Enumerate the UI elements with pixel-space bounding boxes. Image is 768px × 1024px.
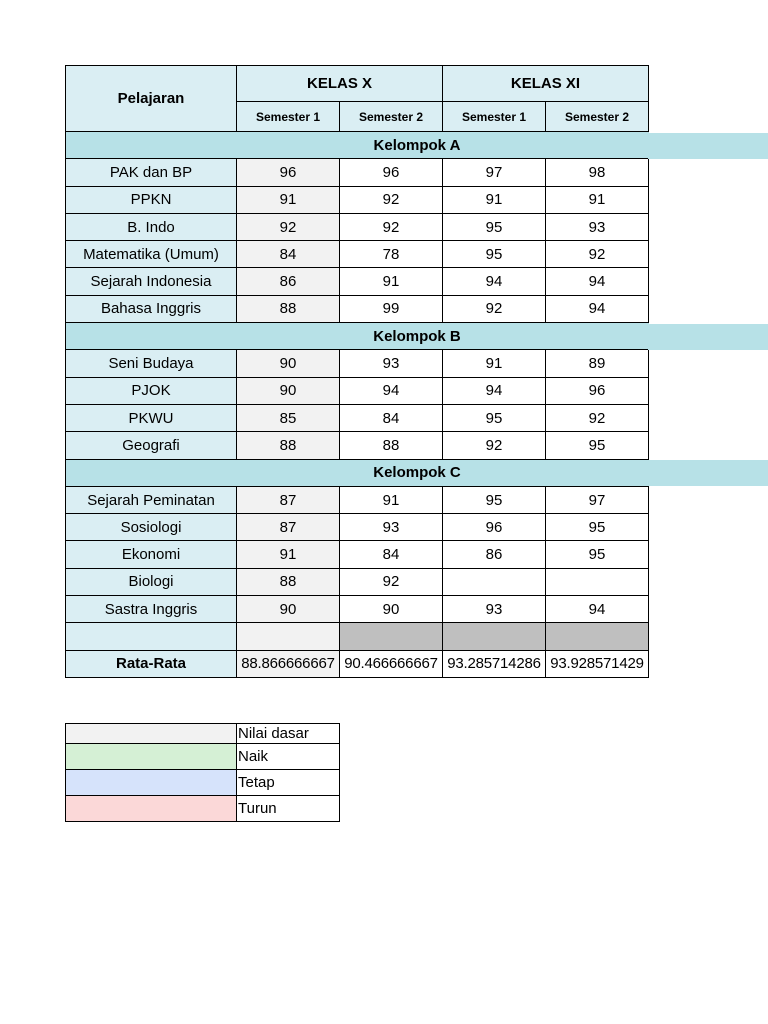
table-row bbox=[66, 186, 649, 213]
legend-label: Naik bbox=[237, 744, 340, 770]
grades-table bbox=[65, 65, 649, 678]
subject-cell: PKWU bbox=[66, 404, 237, 431]
grade-cell-xi-s1: 94 bbox=[443, 377, 546, 404]
legend-swatch bbox=[66, 770, 237, 796]
header-x-semester-1: Semester 1 bbox=[237, 102, 340, 132]
grade-cell-xi-s1: 97 bbox=[443, 159, 546, 186]
grade-cell-xi-s2: 95 bbox=[546, 541, 649, 568]
grade-cell-xi-s1: 95 bbox=[443, 241, 546, 268]
group-band-extension bbox=[648, 133, 768, 159]
grade-cell-x-s1: 91 bbox=[237, 541, 340, 568]
grade-cell-xi-s2: 95 bbox=[546, 432, 649, 459]
grade-cell-x-s2: 78 bbox=[340, 241, 443, 268]
grade-cell-x-s2: 92 bbox=[340, 186, 443, 213]
grade-cell-x-s1: 96 bbox=[237, 159, 340, 186]
table-row bbox=[66, 514, 649, 541]
grade-cell-xi-s1: 91 bbox=[443, 186, 546, 213]
subject-cell: B. Indo bbox=[66, 213, 237, 240]
grade-cell-xi-s2: 98 bbox=[546, 159, 649, 186]
grade-cell-xi-s1: 86 bbox=[443, 541, 546, 568]
grade-cell-xi-s2: 94 bbox=[546, 295, 649, 322]
grade-cell-x-s1: 87 bbox=[237, 514, 340, 541]
table-row bbox=[66, 350, 649, 377]
grade-cell-xi-s2: 97 bbox=[546, 486, 649, 513]
spacer-cell bbox=[66, 623, 237, 650]
table-row bbox=[66, 432, 649, 459]
grade-cell-xi-s1: 95 bbox=[443, 486, 546, 513]
grade-cell-x-s2: 99 bbox=[340, 295, 443, 322]
grade-cell-xi-s2: 92 bbox=[546, 241, 649, 268]
grade-cell-x-s2: 93 bbox=[340, 514, 443, 541]
grade-cell-x-s1: 90 bbox=[237, 377, 340, 404]
spacer-cell bbox=[443, 623, 546, 650]
table-row bbox=[66, 268, 649, 295]
legend-table bbox=[65, 723, 340, 822]
grade-cell-xi-s1: 96 bbox=[443, 514, 546, 541]
subject-cell: Biologi bbox=[66, 568, 237, 595]
grade-cell-x-s1: 91 bbox=[237, 186, 340, 213]
grade-cell-x-s1: 92 bbox=[237, 213, 340, 240]
header-x-semester-2: Semester 2 bbox=[340, 102, 443, 132]
grade-cell-xi-s2: 93 bbox=[546, 213, 649, 240]
grade-cell-xi-s1: 95 bbox=[443, 404, 546, 431]
table-row bbox=[66, 404, 649, 431]
grade-cell-x-s1: 88 bbox=[237, 295, 340, 322]
subject-cell: PAK dan BP bbox=[66, 159, 237, 186]
average-value-x-s2: 90.466666667 bbox=[340, 650, 443, 677]
grade-cell-x-s1: 86 bbox=[237, 268, 340, 295]
subject-cell: Geografi bbox=[66, 432, 237, 459]
grade-cell-xi-s2: 96 bbox=[546, 377, 649, 404]
header-xi-semester-2: Semester 2 bbox=[546, 102, 649, 132]
average-value-xi-s2: 93.928571429 bbox=[546, 650, 649, 677]
table-row bbox=[66, 213, 649, 240]
legend-item bbox=[66, 796, 340, 822]
grade-cell-x-s2: 91 bbox=[340, 486, 443, 513]
header-xi-semester-1: Semester 1 bbox=[443, 102, 546, 132]
table-row bbox=[66, 541, 649, 568]
legend-item bbox=[66, 770, 340, 796]
header-kelas-x: KELAS X bbox=[237, 66, 443, 102]
grade-cell-xi-s1: 94 bbox=[443, 268, 546, 295]
legend-label: Nilai dasar bbox=[237, 724, 340, 744]
subject-cell: Sejarah Peminatan bbox=[66, 486, 237, 513]
subject-cell: PJOK bbox=[66, 377, 237, 404]
grade-cell-xi-s2: 92 bbox=[546, 404, 649, 431]
legend-body bbox=[66, 724, 340, 822]
group-label: Kelompok C bbox=[373, 464, 461, 482]
legend-swatch bbox=[66, 796, 237, 822]
header-kelas-xi: KELAS XI bbox=[443, 66, 649, 102]
grade-cell-x-s2: 92 bbox=[340, 213, 443, 240]
legend-label: Turun bbox=[237, 796, 340, 822]
table-row bbox=[66, 486, 649, 513]
table-row bbox=[66, 568, 649, 595]
grade-cell-xi-s2: 94 bbox=[546, 596, 649, 623]
table-row bbox=[66, 159, 649, 186]
group-band-extension bbox=[648, 324, 768, 350]
legend-item bbox=[66, 724, 340, 744]
grade-cell-x-s1: 84 bbox=[237, 241, 340, 268]
group-row bbox=[66, 323, 649, 350]
table-row bbox=[66, 241, 649, 268]
legend-swatch bbox=[66, 744, 237, 770]
subject-cell: PPKN bbox=[66, 186, 237, 213]
grade-cell-x-s2: 91 bbox=[340, 268, 443, 295]
header-pelajaran: Pelajaran bbox=[66, 66, 237, 132]
legend-item bbox=[66, 744, 340, 770]
grades-body bbox=[66, 132, 649, 678]
group-row bbox=[66, 132, 649, 159]
spacer-cell bbox=[546, 623, 649, 650]
subject-cell: Sosiologi bbox=[66, 514, 237, 541]
grade-cell-x-s2: 90 bbox=[340, 596, 443, 623]
subject-cell: Ekonomi bbox=[66, 541, 237, 568]
grade-cell-x-s1: 85 bbox=[237, 404, 340, 431]
grade-cell-xi-s1: 95 bbox=[443, 213, 546, 240]
average-row bbox=[66, 650, 649, 677]
grade-cell-xi-s2: 95 bbox=[546, 514, 649, 541]
average-value-xi-s1: 93.285714286 bbox=[443, 650, 546, 677]
subject-cell: Sastra Inggris bbox=[66, 596, 237, 623]
subject-cell: Matematika (Umum) bbox=[66, 241, 237, 268]
grade-cell-xi-s1: 91 bbox=[443, 350, 546, 377]
legend-swatch bbox=[66, 724, 237, 744]
grade-cell-xi-s2: 91 bbox=[546, 186, 649, 213]
grade-cell-xi-s1 bbox=[443, 568, 546, 595]
grade-cell-xi-s2: 94 bbox=[546, 268, 649, 295]
subject-cell: Sejarah Indonesia bbox=[66, 268, 237, 295]
grade-cell-x-s2: 84 bbox=[340, 404, 443, 431]
group-header bbox=[66, 459, 649, 486]
grade-cell-x-s2: 88 bbox=[340, 432, 443, 459]
grade-cell-x-s2: 94 bbox=[340, 377, 443, 404]
grade-cell-x-s1: 87 bbox=[237, 486, 340, 513]
group-label: Kelompok A bbox=[373, 136, 461, 154]
grade-cell-xi-s2: 89 bbox=[546, 350, 649, 377]
grade-cell-x-s1: 90 bbox=[237, 350, 340, 377]
grade-cell-x-s2: 96 bbox=[340, 159, 443, 186]
spacer-row bbox=[66, 623, 649, 650]
group-header bbox=[66, 323, 649, 350]
group-label: Kelompok B bbox=[373, 327, 461, 345]
average-value-x-s1: 88.866666667 bbox=[237, 650, 340, 677]
grade-cell-x-s1: 88 bbox=[237, 568, 340, 595]
grade-cell-x-s2: 93 bbox=[340, 350, 443, 377]
subject-cell: Bahasa Inggris bbox=[66, 295, 237, 322]
spacer-cell bbox=[340, 623, 443, 650]
average-label: Rata-Rata bbox=[66, 650, 237, 677]
group-band-extension bbox=[648, 460, 768, 486]
group-row bbox=[66, 459, 649, 486]
table-row bbox=[66, 596, 649, 623]
spacer-cell bbox=[237, 623, 340, 650]
grade-cell-x-s1: 90 bbox=[237, 596, 340, 623]
grade-cell-xi-s1: 93 bbox=[443, 596, 546, 623]
grade-cell-x-s1: 88 bbox=[237, 432, 340, 459]
grade-cell-xi-s2 bbox=[546, 568, 649, 595]
grade-cell-xi-s1: 92 bbox=[443, 295, 546, 322]
subject-cell: Seni Budaya bbox=[66, 350, 237, 377]
table-row bbox=[66, 295, 649, 322]
grade-cell-x-s2: 92 bbox=[340, 568, 443, 595]
table-row bbox=[66, 377, 649, 404]
grade-cell-x-s2: 84 bbox=[340, 541, 443, 568]
legend-label: Tetap bbox=[237, 770, 340, 796]
grade-cell-xi-s1: 92 bbox=[443, 432, 546, 459]
group-header bbox=[66, 132, 649, 159]
